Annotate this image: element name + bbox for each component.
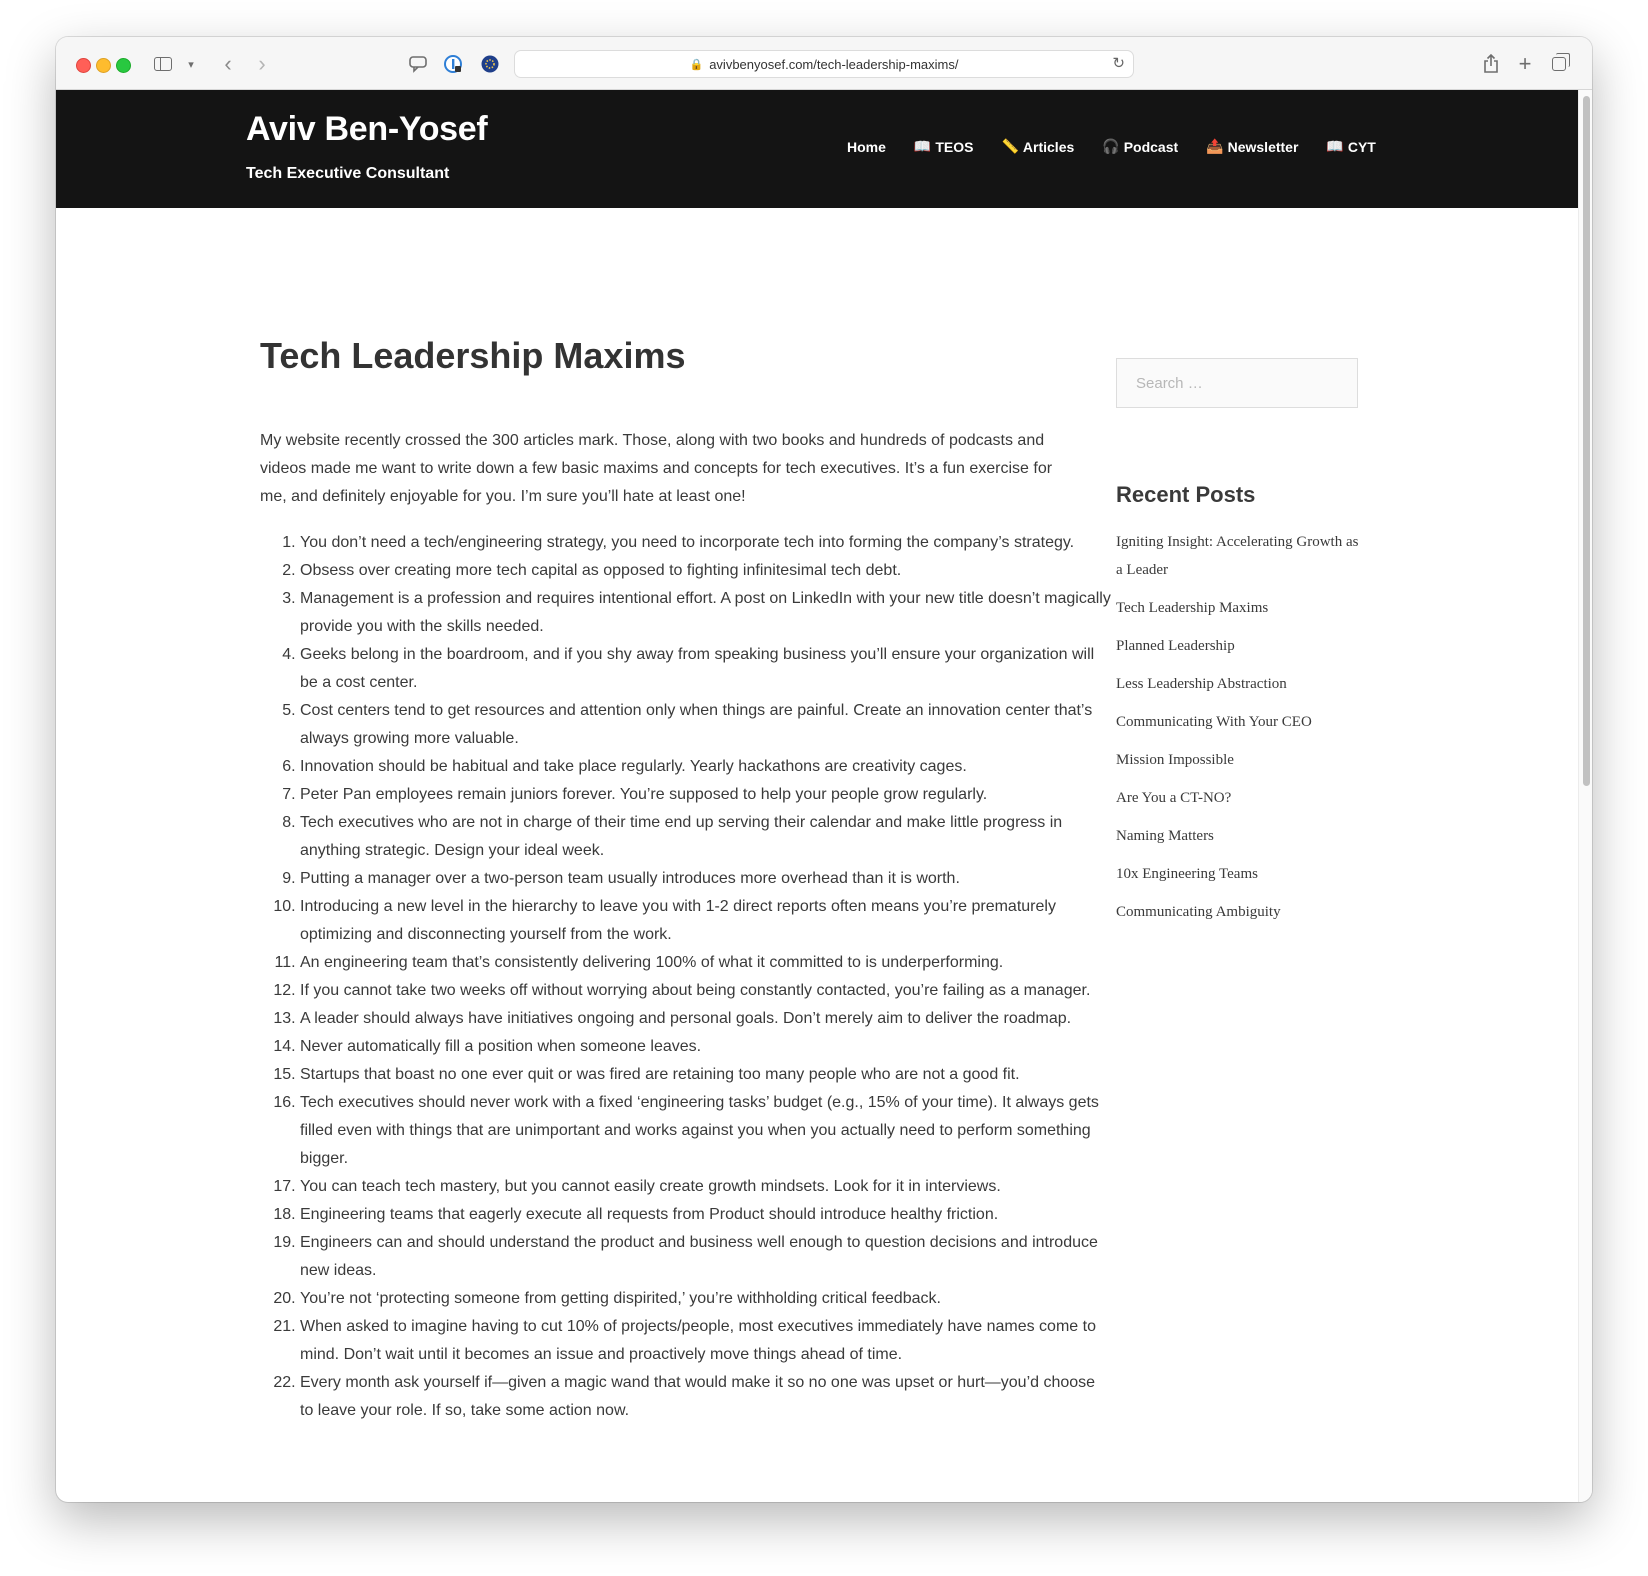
recent-posts-list — [1116, 528, 1366, 936]
maxim-item: 22. Every month ask yourself if—given a magic wand that would make it so no one was upset or hurt—you’d choose to leave your role. If so, take some action now. — [300, 1369, 1112, 1425]
recent-posts-heading: Recent Posts — [1116, 482, 1256, 507]
nav-home[interactable] — [847, 138, 886, 155]
nav-newsletter[interactable] — [1206, 138, 1298, 155]
maxim-item: 21. When asked to imagine having to cut 10% of projects/people, most executives immediately have names come to mind. Don’t wait until it becomes an issue and proactively move things ahead of time. — [300, 1313, 1112, 1369]
maxim-item: 14. Never automatically fill a position when someone leaves. — [300, 1033, 1112, 1061]
search-input[interactable] — [1116, 358, 1358, 408]
maxims-list — [260, 529, 1112, 1425]
scrollbar-thumb[interactable] — [1583, 96, 1590, 786]
site-header — [56, 90, 1578, 208]
browser-toolbar — [56, 37, 1592, 90]
nav-podcast[interactable] — [1102, 138, 1178, 155]
maximize-window-button[interactable] — [116, 58, 131, 73]
site-tagline: Tech Executive Consultant — [246, 165, 450, 182]
nav-label: TEOS — [935, 138, 974, 155]
minimize-window-button[interactable] — [96, 58, 111, 73]
recent-post-link[interactable]: Less Leadership Abstraction — [1116, 676, 1287, 692]
maxim-item: 3. Management is a profession and requires intentional effort. A post on LinkedIn with your new title doesn’t magically provide you with the skills needed. — [300, 585, 1112, 641]
reload-icon[interactable]: ↻ — [1112, 55, 1125, 72]
chevron-down-icon[interactable]: ▾ — [188, 58, 194, 71]
page-content — [56, 208, 1578, 1502]
post-intro: My website recently crossed the 300 articles mark. Those, along with two books and hundreds of podcasts and videos made me want to write down a few basic maxims and concepts for tech executives. It’s a fun exercise for me, and definitely enjoyable for you. I’m sure you’ll hate at least one! — [260, 432, 1053, 505]
recent-post-link[interactable]: Tech Leadership Maxims — [1116, 600, 1269, 616]
maxim-item: 17. You can teach tech mastery, but you cannot easily create growth mindsets. Look for it in interviews. — [300, 1173, 1112, 1201]
tab-overview-icon[interactable] — [1548, 51, 1570, 77]
maxim-item: 16. Tech executives should never work with a fixed ‘engineering tasks’ budget (e.g., 15% of your time). It always gets filled even with things that are unimportant and works against you when you actually need to perform something bigger. — [300, 1089, 1112, 1173]
book-icon: 📖 — [1326, 138, 1344, 154]
sidebar-toggle-icon[interactable] — [152, 51, 174, 77]
maxim-item: 13. A leader should always have initiatives ongoing and personal goals. Don’t merely aim to deliver the roadmap. — [300, 1005, 1112, 1033]
close-window-button[interactable] — [76, 58, 91, 73]
maxim-item: 5. Cost centers tend to get resources and attention only when things are painful. Create an innovation center that’s always growing more valuable. — [300, 697, 1112, 753]
maxim-item: 20. You’re not ‘protecting someone from getting dispirited,’ you’re withholding critical feedback. — [300, 1285, 1112, 1313]
address-bar[interactable] — [514, 50, 1134, 78]
maxim-item: 15. Startups that boast no one ever quit or was fired are retaining too many people who are not a good fit. — [300, 1061, 1112, 1089]
nav-label: Articles — [1022, 138, 1075, 155]
maxim-item: 7. Peter Pan employees remain juniors forever. You’re supposed to help your people grow regularly. — [300, 781, 1112, 809]
maxim-item: 19. Engineers can and should understand the product and business well enough to question decisions and introduce new ideas. — [300, 1229, 1112, 1285]
recent-post-link[interactable]: 10x Engineering Teams — [1116, 866, 1258, 882]
nav-cyt[interactable] — [1326, 138, 1375, 155]
new-tab-icon[interactable]: + — [1518, 51, 1532, 76]
maxim-item: 6. Innovation should be habitual and take place regularly. Yearly hackathons are creativity cages. — [300, 753, 1112, 781]
recent-post-link[interactable]: Communicating With Your CEO — [1116, 714, 1312, 730]
recent-post-link[interactable]: Are You a CT-NO? — [1116, 790, 1232, 806]
recent-post-link[interactable]: Communicating Ambiguity — [1116, 904, 1281, 920]
maxim-item: 18. Engineering teams that eagerly execute all requests from Product should introduce healthy friction. — [300, 1201, 1112, 1229]
nav-articles[interactable] — [1001, 138, 1074, 155]
ruler-icon: 📏 — [1001, 138, 1019, 154]
maxim-item: 11. An engineering team that’s consistently delivering 100% of what it committed to is underperforming. — [300, 949, 1112, 977]
outbox-icon: 📤 — [1206, 138, 1224, 154]
extension-shield-icon[interactable] — [478, 51, 502, 77]
back-arrow-icon[interactable]: ‹ — [224, 51, 232, 76]
book-icon: 📖 — [913, 138, 932, 154]
browser-window — [56, 37, 1592, 1502]
maxim-item: 8. Tech executives who are not in charge of their time end up serving their calendar and make little progress in anything strategic. Design your ideal week. — [300, 809, 1112, 865]
url-text: avivbenyosef.com/tech-leadership-maxims/ — [709, 56, 959, 72]
site-title[interactable]: Aviv Ben-Yosef — [246, 110, 488, 148]
recent-post-link[interactable]: Planned Leadership — [1116, 638, 1235, 654]
recent-post-link[interactable]: Igniting Insight: Accelerating Growth as a Leader — [1116, 534, 1359, 578]
nav-teos[interactable] — [914, 138, 974, 155]
maxim-item: 1. You don’t need a tech/engineering strategy, you need to incorporate tech into forming the company’s strategy. — [300, 529, 1112, 557]
lock-icon: 🔒 — [689, 58, 704, 71]
page-scrollbar[interactable] — [1578, 90, 1592, 1502]
extension-chat-icon[interactable] — [406, 51, 430, 77]
post-title: Tech Leadership Maxims — [260, 335, 686, 376]
maxim-item: 12. If you cannot take two weeks off without worrying about being constantly contacted, you’re failing as a manager. — [300, 977, 1112, 1005]
nav-label: CYT — [1347, 138, 1376, 155]
share-icon[interactable] — [1480, 51, 1502, 77]
extension-password-icon[interactable] — [441, 51, 465, 77]
nav-label: Home — [847, 138, 886, 155]
headphones-icon: 🎧 — [1102, 138, 1120, 154]
nav-label: Newsletter — [1227, 138, 1299, 155]
main-navigation — [847, 138, 1404, 155]
nav-label: Podcast — [1123, 138, 1179, 155]
recent-post-link[interactable]: Naming Matters — [1116, 828, 1214, 844]
maxim-item: 2. Obsess over creating more tech capital as opposed to fighting infinitesimal tech debt. — [300, 557, 1112, 585]
maxim-item: 4. Geeks belong in the boardroom, and if you shy away from speaking business you’ll ensure your organization will be a cost center. — [300, 641, 1112, 697]
forward-arrow-icon[interactable]: › — [258, 51, 266, 76]
maxim-item: 10. Introducing a new level in the hierarchy to leave you with 1-2 direct reports often means you’re prematurely optimizing and disconnecting yourself from the work. — [300, 893, 1112, 949]
recent-post-link[interactable]: Mission Impossible — [1116, 752, 1234, 768]
maxim-item: 9. Putting a manager over a two-person team usually introduces more overhead than it is worth. — [300, 865, 1112, 893]
